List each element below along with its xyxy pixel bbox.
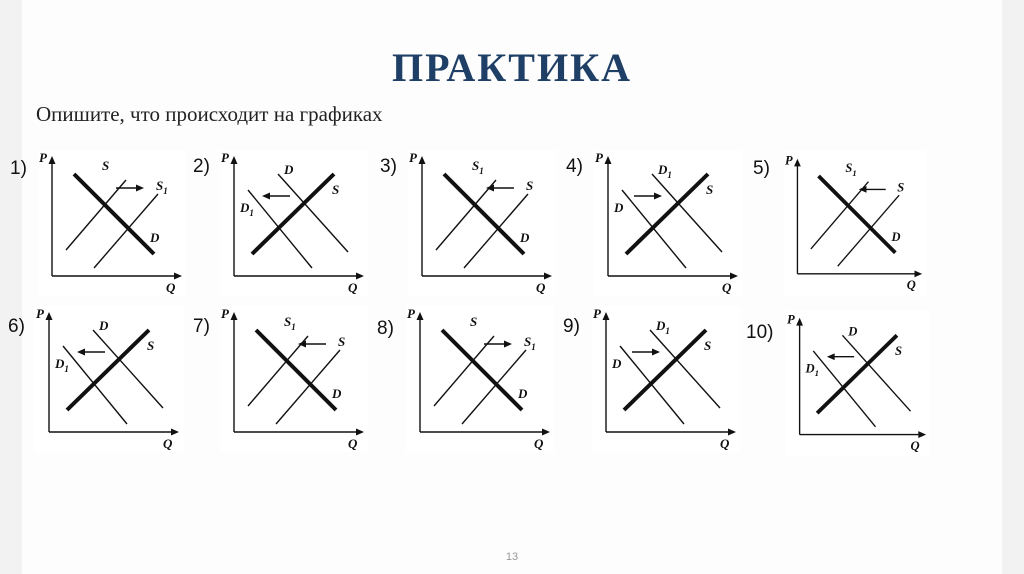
price-axis-label: P — [784, 153, 793, 168]
shift-left-arrow-icon — [827, 353, 835, 360]
quantity-axis-arrow-icon — [356, 273, 364, 280]
page-number: 13 — [505, 551, 519, 563]
supply-curve-label: S — [147, 338, 155, 353]
graph-number-4: 4) — [566, 156, 583, 177]
price-axis-arrow-icon — [231, 312, 238, 320]
price-axis-arrow-icon — [231, 156, 238, 164]
supply-curve — [626, 174, 708, 254]
price-axis-arrow-icon — [417, 312, 424, 320]
slide-subtitle: Опишите, что происходит на графиках — [36, 102, 383, 126]
demand-curve — [256, 330, 336, 410]
graph-panel-9 — [592, 306, 740, 452]
slide-title: ПРАКТИКА — [391, 45, 632, 90]
price-axis-label: P — [221, 150, 229, 165]
demand-curve — [819, 176, 896, 253]
supply-demand-graph — [784, 150, 926, 296]
quantity-axis-label: Q — [722, 280, 732, 295]
supply-demand-graph — [220, 150, 368, 296]
supply-curve-right-label: S — [526, 178, 534, 193]
shift-right-arrow-icon — [136, 185, 144, 192]
price-axis-arrow-icon — [46, 312, 53, 320]
quantity-axis-label: Q — [910, 439, 920, 454]
demand-curve — [442, 330, 522, 410]
demand-curve-left-label: D — [612, 356, 622, 371]
demand-curve — [74, 174, 154, 254]
supply-curve-label: S — [894, 343, 903, 358]
price-axis-label: P — [595, 150, 603, 165]
graph-panel-6 — [34, 306, 184, 452]
quantity-axis-label: Q — [906, 278, 916, 293]
graph-panel-2 — [220, 150, 368, 296]
shift-right-arrow-icon — [654, 193, 662, 200]
price-axis-arrow-icon — [794, 159, 801, 167]
price-axis-label: P — [409, 150, 417, 165]
quantity-axis-arrow-icon — [918, 431, 926, 438]
graph-number-1: 1) — [10, 158, 27, 179]
price-axis-label: P — [407, 306, 415, 321]
demand-curve-label: D — [520, 230, 530, 245]
supply-curve-right-label: $S_1$ — [524, 334, 536, 352]
quantity-axis-label: Q — [534, 436, 544, 451]
supply-demand-graph — [594, 150, 742, 296]
demand-curve-right-label: D — [848, 324, 858, 339]
supply-demand-graph — [408, 150, 556, 296]
supply-curve-label: S — [332, 182, 340, 197]
demand-curve — [444, 174, 524, 254]
price-axis-label: P — [36, 306, 44, 321]
supply-curve-right-label: $S_1$ — [156, 178, 168, 196]
shift-right-arrow-icon — [504, 341, 512, 348]
price-axis-label: P — [593, 306, 601, 321]
price-axis-arrow-icon — [605, 156, 612, 164]
quantity-axis-label: Q — [166, 280, 176, 295]
demand-curve-right-label: D — [284, 162, 294, 177]
graph-number-8: 8) — [377, 318, 394, 339]
graph-number-9: 9) — [563, 316, 580, 337]
supply-curve — [67, 330, 149, 410]
demand-curve-label: D — [518, 386, 528, 401]
supply-curve — [624, 330, 706, 410]
price-axis-arrow-icon — [603, 312, 610, 320]
quantity-axis-arrow-icon — [542, 429, 550, 436]
quantity-axis-arrow-icon — [356, 429, 364, 436]
graph-number-2: 2) — [193, 156, 210, 177]
supply-curve — [817, 335, 897, 413]
quantity-axis-arrow-icon — [174, 273, 182, 280]
price-axis-label: P — [39, 150, 47, 165]
supply-curve-left-label: $S_1$ — [284, 314, 296, 332]
graph-panel-5 — [784, 150, 926, 296]
supply-demand-graph — [220, 306, 368, 452]
supply-curve-right-label: S — [338, 334, 346, 349]
supply-curve-left-label: $S_1$ — [472, 158, 484, 176]
quantity-axis-arrow-icon — [728, 429, 736, 436]
demand-curve-label: D — [150, 230, 160, 245]
shift-left-arrow-icon — [77, 349, 85, 356]
graph-number-6: 6) — [8, 316, 25, 337]
demand-curve-label: D — [891, 230, 901, 245]
price-axis-arrow-icon — [796, 318, 803, 326]
supply-demand-graph — [786, 310, 930, 456]
supply-curve-label: S — [706, 182, 714, 197]
quantity-axis-label: Q — [348, 280, 358, 295]
demand-curve-right-label: D — [99, 318, 109, 333]
demand-curve-left-label: D — [614, 200, 624, 215]
supply-curve-left-label: $S_1$ — [845, 161, 857, 178]
supply-curve-left-label: S — [470, 314, 478, 329]
supply-demand-graph — [592, 306, 740, 452]
demand-curve-left-label: $D_1$ — [805, 361, 819, 379]
supply-demand-graph — [34, 306, 184, 452]
graph-panel-10 — [786, 310, 930, 456]
graph-number-7: 7) — [193, 316, 210, 337]
supply-curve — [252, 174, 334, 254]
quantity-axis-arrow-icon — [171, 429, 179, 436]
demand-curve-right-label: $D_1$ — [656, 318, 670, 336]
supply-curve-left-label: S — [102, 158, 110, 173]
graph-number-5: 5) — [753, 158, 770, 179]
supply-curve-right-label: S — [897, 180, 905, 195]
demand-curve-right-label: $D_1$ — [658, 162, 672, 180]
graph-number-10: 10) — [746, 322, 774, 343]
quantity-axis-label: Q — [163, 436, 173, 451]
demand-curve-label: D — [332, 386, 342, 401]
shift-left-arrow-icon — [262, 193, 270, 200]
graph-panel-8 — [406, 306, 554, 452]
price-axis-arrow-icon — [419, 156, 426, 164]
price-axis-arrow-icon — [49, 156, 56, 164]
demand-curve-left-label: $D_1$ — [55, 356, 69, 374]
graph-panel-3 — [408, 150, 556, 296]
graph-number-3: 3) — [380, 156, 397, 177]
quantity-axis-arrow-icon — [544, 273, 552, 280]
quantity-axis-label: Q — [720, 436, 730, 451]
graph-panel-4 — [594, 150, 742, 296]
graph-panel-1 — [38, 150, 186, 296]
supply-demand-graph — [38, 150, 186, 296]
quantity-axis-label: Q — [348, 436, 358, 451]
graph-panel-7 — [220, 306, 368, 452]
supply-demand-graph — [406, 306, 554, 452]
quantity-axis-arrow-icon — [914, 270, 922, 277]
quantity-axis-label: Q — [536, 280, 546, 295]
demand-curve-left-label: $D_1$ — [240, 200, 254, 218]
price-axis-label: P — [221, 306, 229, 321]
price-axis-label: P — [786, 312, 795, 327]
quantity-axis-arrow-icon — [730, 273, 738, 280]
supply-curve-label: S — [704, 338, 712, 353]
shift-right-arrow-icon — [652, 349, 660, 356]
